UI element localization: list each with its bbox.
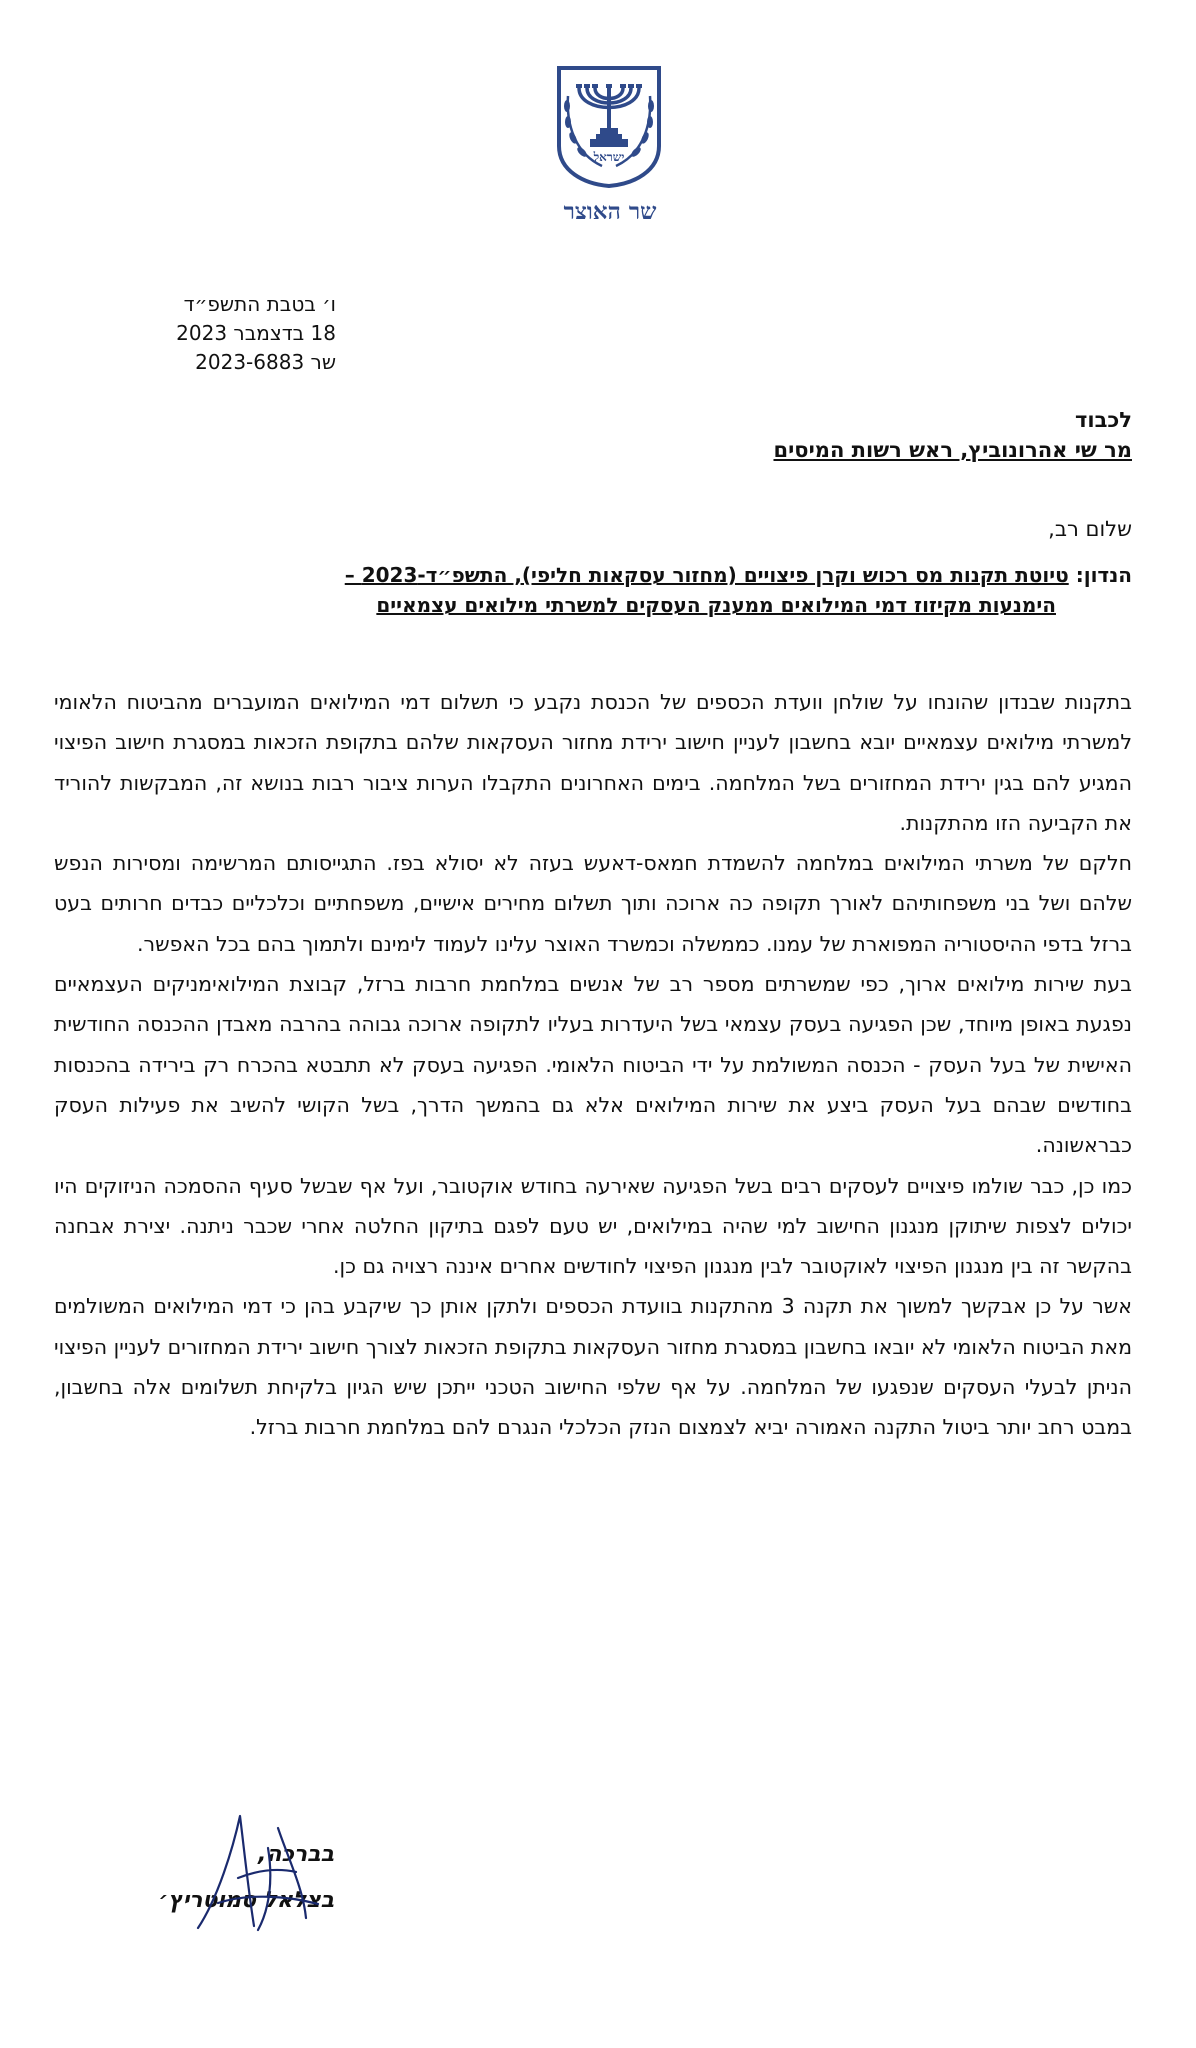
closing-blessing: בברכה, — [257, 1842, 334, 1867]
greeting: שלום רב, — [1048, 517, 1132, 541]
hebrew-date: ו׳ בטבת התשפ״ד — [183, 292, 336, 316]
subject-label: הנדון: — [1075, 563, 1132, 587]
date-block — [76, 290, 336, 377]
gregorian-date: 18 בדצמבר 2023 — [176, 321, 336, 345]
recipient-salutation: לכבוד — [1075, 408, 1132, 432]
signer-name: בצלאל סמוטריץ׳ — [158, 1888, 334, 1913]
subject-block — [132, 560, 1132, 620]
handwritten-signature — [178, 1808, 328, 1938]
body-paragraph: אשר על כן אבקשך למשוך את תקנה 3 מהתקנות בוועדת הכספים ולתקן אותן כך שיקבע בהן כי דמי המילואים המשולמים מאת הביטוח הלאומי לא יובאו בחשבון במסגרת מחזור העסקאות בתקופת הזכאות לצורך חישוב ירידת המחזורים לעניין הפיצוי הניתן לבעלי העסקים שנפגעו של המלחמה. על אף שלפי החישוב הטכני ייתכן שיש הגיון בלקיחת תשלומים אלה בחשבון, במבט רחב יותר ביטול התקנה האמורה יביא לצמצום הנזק הכלכלי הנגרם להם במלחמת חרבות ברזל. — [54, 1294, 1132, 1440]
body-paragraph: חלקם של משרתי המילואים במלחמה להשמדת חמאס-דאעש בעזה לא יסולא בפז. התגייסותם המרשימה ומסירות הנפש שלהם ושל בני משפחותיהם לאורך תקופה כה ארוכה ותוך תשלום מחירים אישיים, משפחתיים וכלכליים כבדים חרותים בעט ברזל בדפי ההיסטוריה המפוארת של עמנו. כממשלה וכמשרד האוצר עלינו לעמוד לימינם ולתמוך בהם בכל האפשר. — [54, 851, 1132, 956]
recipient-name: מר שי אהרונוביץ, ראש רשות המיסים — [773, 438, 1132, 462]
state-emblem-icon — [554, 66, 664, 188]
body-paragraph: כמו כן, כבר שולמו פיצויים לעסקים רבים בשל הפגיעה שאירעה בחודש אוקטובר, ועל אף שבשל סעיף ההסמכה הניזוקים היו יכולים לצפות שיתוקן מנגנון החישוב למי שהיה במילואים, יש טעם לפגם בתיקון החלטה אחרי שכבר ניתנה. יצירת אבחנה בהקשר זה בין מנגנון הפיצוי לאוקטובר לבין מנגנון הפיצוי לחודשים אחרים איננה רצויה גם כן. — [54, 1173, 1132, 1279]
svg-text:ישראל: ישראל — [593, 150, 625, 164]
body-paragraph: בתקנות שבנדון שהונחו על שולחן וועדת הכספים של הכנסת נקבע כי תשלום דמי המילואים המועברים מהביטוח הלאומי למשרתי מילואים עצמאיים יובא בחשבון לעניין חישוב ירידת מחזור העסקאות שלהם בתקופת הזכאות במסגרת חישוב הפיצוי המגיע להם בגין ירידת המחזורים בשל המלחמה. בימים האחרונים התקבלו הערות ציבור רבות בנושא זה, המבקשות להוריד את הקביעה הזו מהתקנות. — [54, 690, 1132, 835]
subject-title-2: הימנעות מקיזוז דמי המילואים ממענק העסקים למשרתי מילואים עצמאיים — [376, 593, 1056, 617]
letter-body — [54, 682, 1132, 1448]
office-title: שר האוצר — [563, 198, 657, 225]
recipient-block — [773, 405, 1132, 465]
body-paragraph: בעת שירות מילואים ארוך, כפי שמשרתים מספר רב של אנשים במלחמת חרבות ברזל, קבוצת המילואימניקים העצמאיים נפגעת באופן מיוחד, שכן הפגיעה בעסק עצמאי בשל היעדרות בעליו לתקופה ארוכה גבוהה בהרבה מאבדן ההכנסה החודשית האישית של בעל העסק - הכנסה המשולמת על ידי הביטוח הלאומי. הפגיעה בעסק לא תתבטא בהכרח רק בירידה בהכנסות בחודשים שבהם בעל העסק ביצע את שירות המילואים אלא גם בהמשך הדרך, בשל הקושי להשיב את פעילות העסק כבראשונה. — [54, 972, 1132, 1158]
reference-number: שר 2023-6883 — [195, 350, 336, 374]
subject-line-1 — [132, 560, 1132, 590]
subject-title-1: טיוטת תקנות מס רכוש וקרן פיצויים (מחזור עסקאות חליפי), התשפ״ד-2023 – — [344, 563, 1069, 587]
subject-line-2 — [132, 590, 1132, 620]
